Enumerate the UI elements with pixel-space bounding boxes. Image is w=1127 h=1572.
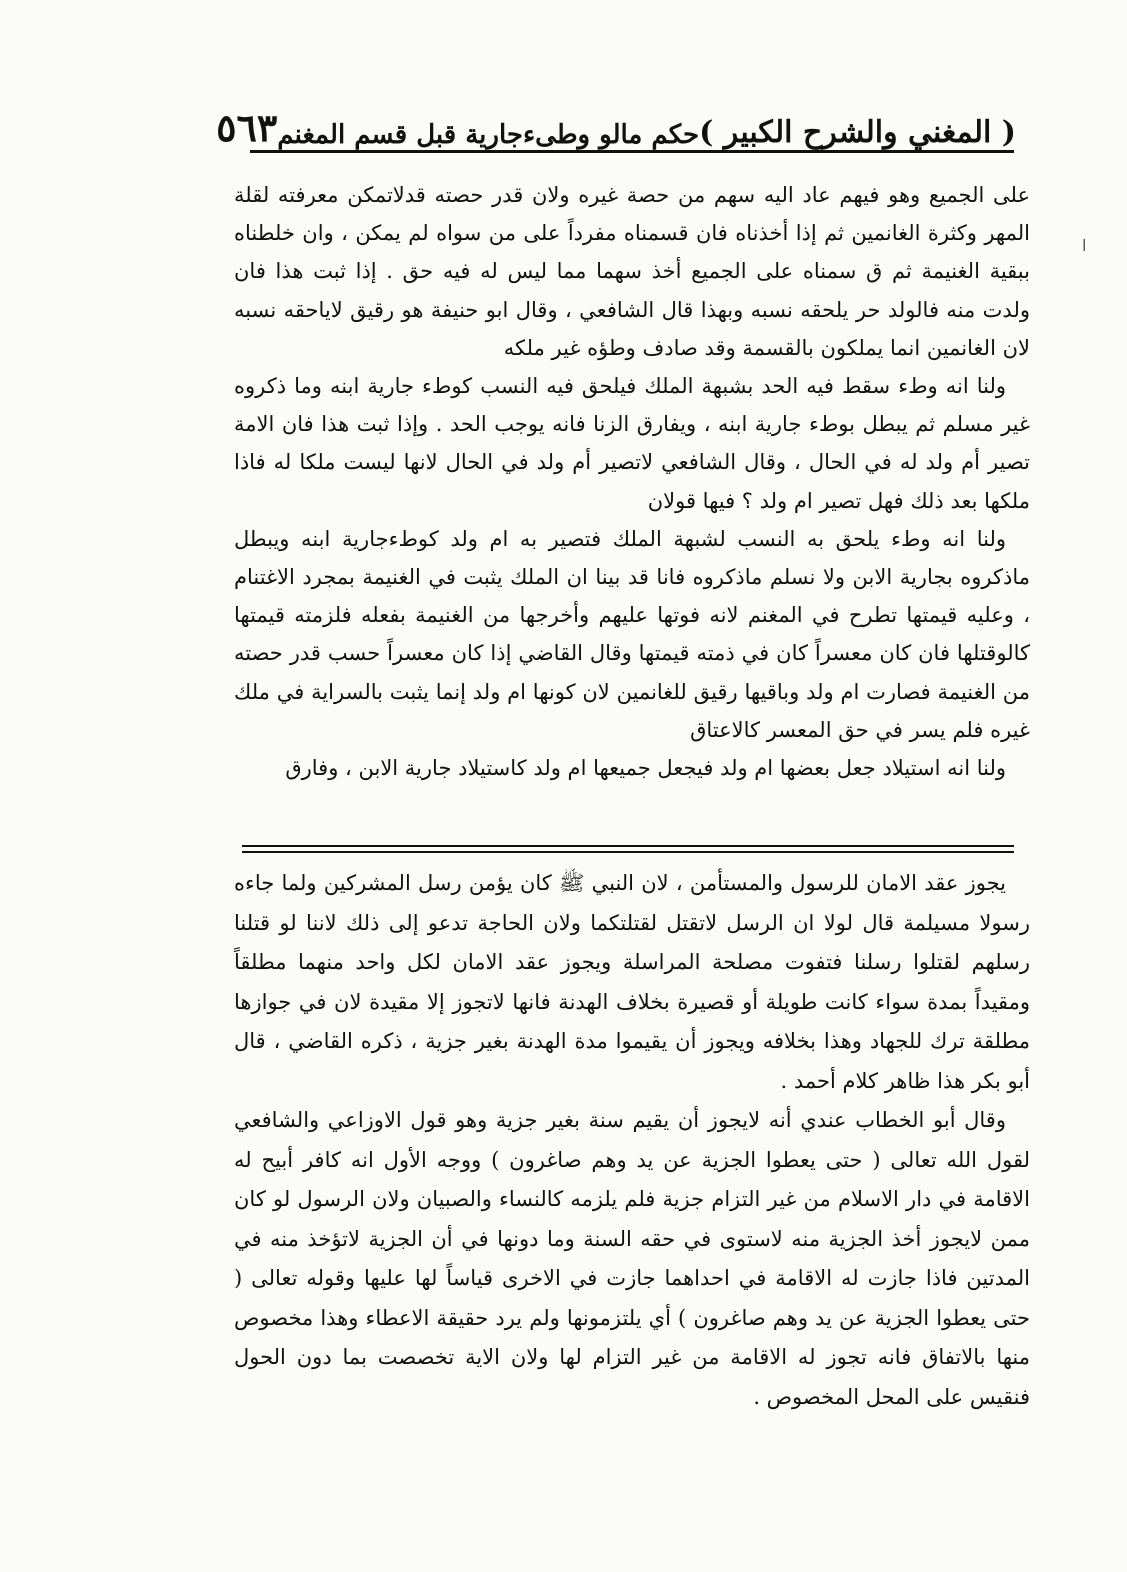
header-rule xyxy=(250,150,1014,153)
page-number: ٥٦٣ xyxy=(216,105,278,150)
commentary-paragraph: يجوز عقد الامان للرسول والمستأمن ، لان النبي ﷺ كان يؤمن رسل المشركين ولما جاءه رسولا مسيلمة قال لولا ان الرسل لاتقتل لقتلتكما ولان الحاجة تدعو إلى ذلك لاننا لو قتلنا رسلهم لقتلوا رسلنا فتفوت مصلحة المراسلة ويجوز عقد الامان لكل واحد منهما مطلقاً ومقيداً بمدة سواء كانت طويلة أو قصيرة بخلاف الهدنة فانها لاتجوز إلا مقيدة لان في جوازها مطلقة ترك للجهاد وهذا بخلافه ويجوز أن يقيموا مدة الهدنة بغير جزية ، ذكره القاضي ، قال أبو بكر هذا ظاهر كلام أحمد . xyxy=(234,871,1030,1093)
main-paragraph: ولنا انه وطء سقط فيه الحد بشبهة الملك فيلحق فيه النسب كوطء جارية ابنه وما ذكروه غير مسلم ثم يبطل بوطء جارية ابنه ، ويفارق الزنا فانه يوجب الحد . وإذا ثبت هذا فان الامة تصير أم ولد له في الحال ، وقال الشافعي لاتصير أم ولد في الحال لانها ليست ملكا له فاذا ملكها بعد ذلك فهل تصير ام ولد ؟ فيها قولان xyxy=(234,374,1030,513)
main-paragraph: ولنا انه استيلاد جعل بعضها ام ولد فيجعل جميعها ام ولد كاستيلاد جارية الابن ، وفارق xyxy=(285,756,1006,781)
main-paragraph: على الجميع وهو فيهم عاد اليه سهم من حصة غيره ولان قدر حصته قدلاتمكن معرفته لقلة المهر وكثرة الغانمين ثم إذا أخذناه فان قسمناه مفرداً على من سواه لم يمكن ، وان خلطناه ببقية الغنيمة ثم ق سمناه على الجميع أخذ سهما مما ليس له فيه حق . إذا ثبت هذا فان ولدت منه فالولد حر يلحقه نسبه وبهذا قال الشافعي ، وقال ابو حنيفة هو رقيق لاياحقه نسبه لان الغانمين انما يملكون بالقسمة وقد صادف وطؤه غير ملكه xyxy=(234,183,1030,360)
main-paragraph: ولنا انه وطء يلحق به النسب لشبهة الملك فتصير به ام ولد كوطءجارية ابنه ويبطل ماذكروه بجارية الابن ولا نسلم ماذكروه فانا قد بينا ان الملك يثبت في الغنيمة بمجرد الاغتنام ، وعليه قيمتها تطرح في المغنم لانه فوتها عليهم وأخرجها من الغنيمة بفعله فلزمته قيمتها كالوقتلها فان كان معسراً كان في ذمته قيمتها وقال القاضي إذا كان معسراً حسب قدر حصته من الغنيمة فصارت ام ولد وباقيها رقيق للغانمين لان كونها ام ولد إنما يثبت بالسراية في ملك غيره فلم يسر في حق المعسر كالاعتاق xyxy=(234,526,1030,742)
commentary-paragraph: وقال أبو الخطاب عندي أنه لايجوز أن يقيم سنة بغير جزية وهو قول الاوزاعي والشافعي لقول الله تعالى ( حتى يعطوا الجزية عن يد وهم صاغرون ) ووجه الأول انه كافر أبيح له الاقامة في دار الاسلام من غير التزام جزية فلم يلزمه كالنساء والصبيان ولان الرسول لو كان ممن لايجوز أخذ الجزية منه لاستوى في حقه السنة وما دونها في أن الجزية لاتؤخذ منه في المدتين فاذا جازت له الاقامة في احداهما جازت في الاخرى قياساً لها عليها وقوله تعالى ( حتى يعطوا الجزية عن يد وهم صاغرون ) أي يلتزمونها ولم يرد حقيقة الاعطاء وهذا مخصوص منها بالاتفاق فانه تجوز له الاقامة من غير التزام لها ولان الاية تخصصت بما دون الحول فنقيس على المحل المخصوص . xyxy=(234,1108,1030,1409)
section-divider xyxy=(242,845,1014,847)
commentary-text xyxy=(234,864,1030,1417)
main-text xyxy=(234,176,1030,787)
page-header xyxy=(216,98,1016,150)
book-title: ( المغني والشرح الكبير ) xyxy=(699,115,1016,150)
chapter-title: حكم مالو وطىءجارية قبل قسم المغنم xyxy=(277,120,700,150)
margin-mark: ا xyxy=(1082,236,1087,255)
section-divider xyxy=(242,851,1014,853)
